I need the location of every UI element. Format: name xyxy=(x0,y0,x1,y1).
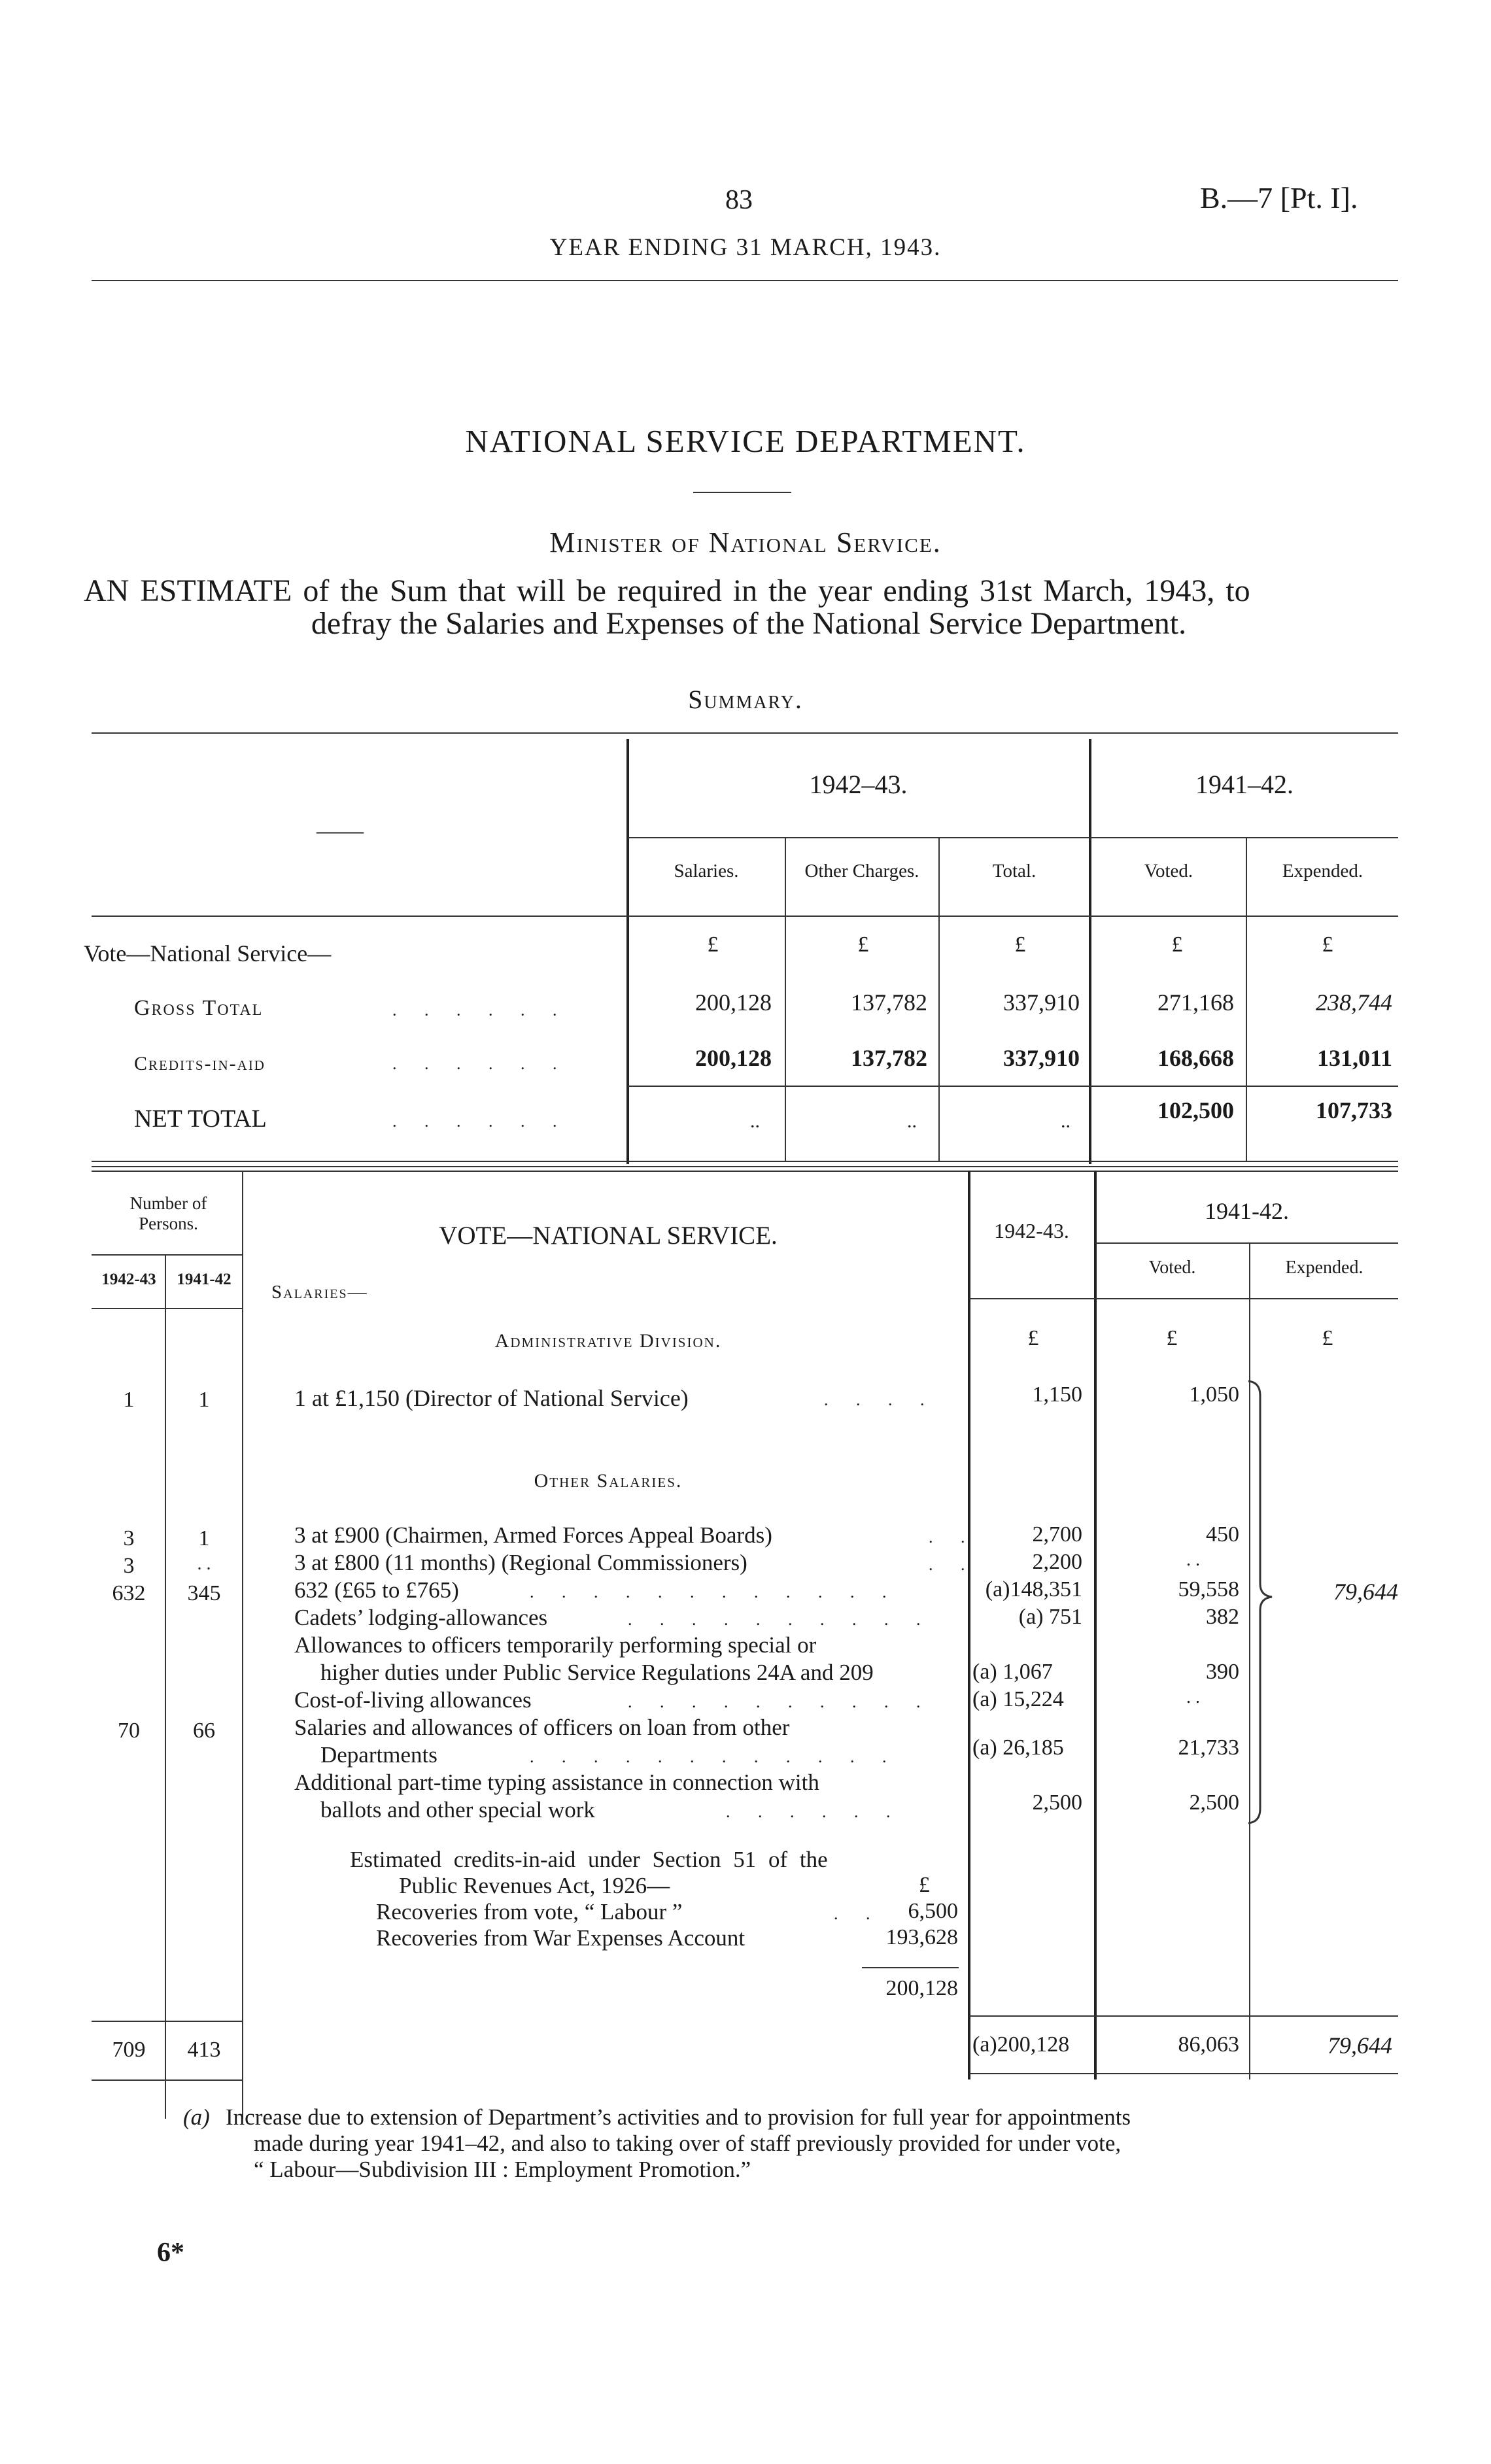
credits-item-0-leader: . . xyxy=(834,1904,882,1923)
credits-text-1: Estimated credits-in-aid under Section 51 of the xyxy=(350,1847,828,1872)
credits-in-aid-leader: . . . . . . xyxy=(392,1054,569,1073)
amount-head-rule xyxy=(969,1298,1398,1299)
gross-total-leader: . . . . . . xyxy=(392,1001,569,1019)
vote-national-service-label: Vote—National Service— xyxy=(84,940,332,967)
allowances-amount-1942: (a) 1,067 xyxy=(972,1660,1053,1684)
net-total-voted: 102,500 xyxy=(1157,1097,1234,1123)
summary-bottom-rule-2 xyxy=(92,1166,1398,1167)
loan-amount-1942: (a) 26,185 xyxy=(972,1736,1064,1760)
loan-amount-voted: 21,733 xyxy=(1178,1736,1239,1760)
credits-in-aid-salaries: 200,128 xyxy=(695,1045,772,1071)
other-salaries-heading: Other Salaries. xyxy=(534,1470,683,1492)
net-total-salaries: .. xyxy=(750,1110,760,1132)
cost-of-living-amount-1942: (a) 15,224 xyxy=(972,1687,1064,1711)
footnote-marker: (a) xyxy=(183,2104,210,2130)
loan-text-2: Departments xyxy=(320,1742,437,1768)
persons-head-rule-1 xyxy=(92,1254,243,1256)
total-persons-1942: 709 xyxy=(112,2038,146,2062)
amount-col-voted: Voted. xyxy=(1148,1258,1196,1278)
net-total-total: .. xyxy=(1061,1110,1071,1132)
summary-head-rule xyxy=(92,915,1398,917)
amount-col-1941: 1941-42. xyxy=(1205,1198,1289,1224)
typing-text-2: ballots and other special work xyxy=(320,1797,595,1822)
credits-item-1-value: 193,628 xyxy=(885,1925,958,1949)
credits-in-aid-label: Credits-in-aid xyxy=(134,1053,266,1074)
item-1-persons-1941: . . xyxy=(197,1554,211,1574)
vote-top-rule xyxy=(92,1171,1398,1172)
loan-leader: . . . . . . . . . . . . xyxy=(530,1747,899,1766)
gross-total-expended: 238,744 xyxy=(1316,989,1392,1016)
persons-head-rule-2 xyxy=(92,1308,243,1309)
summary-heading: Summary. xyxy=(688,685,803,714)
vote-heading: VOTE—NATIONAL SERVICE. xyxy=(439,1222,778,1250)
loan-persons-1942: 70 xyxy=(118,1719,140,1743)
item-0-amount-voted: 450 xyxy=(1206,1522,1239,1547)
gross-total-label: Gross Total xyxy=(134,996,264,1020)
summary-pound-expended: £ xyxy=(1322,933,1333,957)
footnote-line-2: made during year 1941–42, and also to taking over of staff previously provided for under vote, xyxy=(254,2130,1122,2156)
cost-of-living-text: Cost-of-living allowances xyxy=(294,1687,532,1713)
footnote-line-1: Increase due to extension of Department’s activities and to provision for full year for appointments xyxy=(226,2104,1131,2130)
item-2-persons-1942: 632 xyxy=(112,1581,146,1605)
document-reference: B.—7 [Pt. I]. xyxy=(1200,181,1358,214)
cost-of-living-amount-voted: . . xyxy=(1186,1687,1200,1707)
persons-col-1941: 1941-42 xyxy=(177,1271,231,1288)
salaries-label: Salaries— xyxy=(271,1282,368,1303)
gross-total-other: 137,782 xyxy=(851,989,927,1016)
gross-total-total: 337,910 xyxy=(1003,989,1080,1016)
item-1-amount-1942: 2,200 xyxy=(1032,1550,1082,1574)
total-amount-expended: 79,644 xyxy=(1328,2032,1392,2059)
estimate-line-2: defray the Salaries and Expenses of the National Service Department. xyxy=(311,606,1187,641)
summary-col-1941: 1941–42. xyxy=(1195,770,1294,799)
typing-leader: . . . . . . xyxy=(726,1802,902,1821)
typing-amount-1942: 2,500 xyxy=(1032,1790,1082,1815)
item-3-amount-voted: 382 xyxy=(1206,1605,1239,1629)
totals-bottom-rule-amounts xyxy=(969,2073,1398,2074)
director-leader: . . . . xyxy=(824,1390,936,1409)
item-1-amount-voted: . . xyxy=(1186,1550,1200,1570)
amount-col-expended: Expended. xyxy=(1285,1258,1363,1278)
minister-line: Minister of National Service. xyxy=(549,526,942,558)
summary-subcol-voted: Voted. xyxy=(1144,861,1193,881)
summary-subcol-total: Total. xyxy=(992,861,1037,881)
summary-net-rule xyxy=(628,1086,1398,1087)
credits-item-0-text: Recoveries from vote, “ Labour ” xyxy=(376,1899,683,1925)
director-amount-1942: 1,150 xyxy=(1032,1382,1082,1407)
item-0-persons-1942: 3 xyxy=(123,1526,135,1550)
title-short-rule xyxy=(693,492,791,493)
page-number: 83 xyxy=(725,185,753,215)
summary-pound-other: £ xyxy=(857,933,869,957)
summary-col-1942: 1942–43. xyxy=(809,770,908,799)
credits-in-aid-other: 137,782 xyxy=(851,1045,927,1071)
item-1-persons-1942: 3 xyxy=(123,1554,135,1578)
vote-year-rule xyxy=(1095,1242,1398,1244)
item-3-leader: . . . . . . . . . . xyxy=(628,1610,933,1629)
credits-in-aid-total: 337,910 xyxy=(1003,1045,1080,1071)
vote-vline-persons-split xyxy=(165,1254,166,2119)
amount-col-1942: 1942-43. xyxy=(994,1219,1069,1242)
department-title: NATIONAL SERVICE DEPARTMENT. xyxy=(465,423,1026,459)
net-total-leader: . . . . . . xyxy=(392,1112,569,1131)
item-1-text: 3 at £800 (11 months) (Regional Commissioners) xyxy=(294,1550,747,1575)
summary-year-rule xyxy=(628,837,1398,838)
summary-subcol-other-charges: Other Charges. xyxy=(804,861,919,881)
director-text: 1 at £1,150 (Director of National Service) xyxy=(294,1385,689,1411)
credits-in-aid-expended: 131,011 xyxy=(1316,1045,1392,1071)
item-2-amount-1942: (a)148,351 xyxy=(985,1577,1082,1601)
summary-stub-dash: —— xyxy=(317,817,364,844)
allowances-text-1: Allowances to officers temporarily performing special or xyxy=(294,1632,817,1658)
item-0-text: 3 at £900 (Chairmen, Armed Forces Appeal Boards) xyxy=(294,1522,772,1548)
expended-bracket-value: 79,644 xyxy=(1333,1579,1398,1605)
gross-total-salaries: 200,128 xyxy=(695,989,772,1016)
summary-subcol-expended: Expended. xyxy=(1282,861,1363,881)
item-1-leader: . . xyxy=(929,1555,977,1574)
totals-top-rule-persons xyxy=(92,2021,243,2022)
year-ending-line: YEAR ENDING 31 MARCH, 1943. xyxy=(549,234,942,261)
summary-top-rule xyxy=(92,732,1398,734)
summary-pound-voted: £ xyxy=(1171,933,1183,957)
totals-top-rule-amounts xyxy=(969,2015,1398,2017)
vote-vline-persons-end xyxy=(242,1171,243,2119)
allowances-text-2: higher duties under Public Service Regulations 24A and 209 xyxy=(320,1660,874,1685)
item-2-leader: . . . . . . . . . . . . xyxy=(530,1583,899,1601)
number-of-persons-header: Number of Persons. xyxy=(129,1193,207,1234)
net-total-expended: 107,733 xyxy=(1316,1097,1392,1123)
cost-of-living-leader: . . . . . . . . . . xyxy=(628,1692,933,1711)
gross-total-voted: 271,168 xyxy=(1157,989,1234,1016)
credits-pound: £ xyxy=(919,1873,930,1897)
pound-expended: £ xyxy=(1322,1326,1333,1350)
total-amount-voted: 86,063 xyxy=(1178,2032,1239,2057)
item-2-amount-voted: 59,558 xyxy=(1178,1577,1239,1601)
item-3-amount-1942: (a) 751 xyxy=(1018,1605,1082,1629)
item-2-persons-1941: 345 xyxy=(187,1581,221,1605)
item-0-amount-1942: 2,700 xyxy=(1032,1522,1082,1547)
credits-total: 200,128 xyxy=(885,1976,958,2000)
loan-persons-1941: 66 xyxy=(193,1719,215,1743)
summary-bottom-rule xyxy=(92,1161,1398,1162)
typing-amount-voted: 2,500 xyxy=(1189,1790,1239,1815)
pound-1942: £ xyxy=(1027,1326,1039,1350)
net-total-label: NET TOTAL xyxy=(134,1105,267,1133)
administrative-division-heading: Administrative Division. xyxy=(494,1330,722,1352)
summary-subcol-salaries: Salaries. xyxy=(674,861,739,881)
header-rule xyxy=(92,280,1398,281)
allowances-amount-voted: 390 xyxy=(1206,1660,1239,1684)
signature-mark: 6* xyxy=(157,2238,184,2268)
pound-voted: £ xyxy=(1166,1326,1178,1350)
net-total-other: .. xyxy=(907,1110,917,1132)
item-0-leader: . . xyxy=(929,1528,977,1547)
credits-in-aid-voted: 168,668 xyxy=(1157,1045,1234,1071)
total-persons-1941: 413 xyxy=(187,2038,221,2062)
director-amount-voted: 1,050 xyxy=(1189,1382,1239,1407)
totals-bottom-rule xyxy=(92,2079,243,2081)
credits-item-1-text: Recoveries from War Expenses Account xyxy=(376,1925,746,1951)
persons-col-1942: 1942-43 xyxy=(101,1271,156,1288)
summary-vline-main xyxy=(626,739,629,1164)
loan-text-1: Salaries and allowances of officers on loan from other xyxy=(294,1715,790,1740)
credits-sum-rule xyxy=(862,1967,959,1968)
summary-pound-total: £ xyxy=(1014,933,1026,957)
credits-text-2: Public Revenues Act, 1926— xyxy=(399,1873,670,1898)
item-2-text: 632 (£65 to £765) xyxy=(294,1577,459,1603)
item-3-text: Cadets’ lodging-allowances xyxy=(294,1605,548,1630)
estimate-line-1: AN ESTIMATE of the Sum that will be required in the year ending 31st March, 1943, to xyxy=(84,573,1250,608)
credits-item-0-value: 6,500 xyxy=(908,1899,958,1923)
item-0-persons-1941: 1 xyxy=(198,1526,210,1550)
director-persons-1941: 1 xyxy=(198,1388,210,1412)
director-persons-1942: 1 xyxy=(123,1388,135,1412)
typing-text-1: Additional part-time typing assistance in connection with xyxy=(294,1770,819,1795)
total-amount-1942: (a)200,128 xyxy=(972,2032,1070,2057)
footnote-line-3: “ Labour—Subdivision III : Employment Promotion.” xyxy=(254,2157,751,2182)
summary-pound-salaries: £ xyxy=(707,933,719,957)
